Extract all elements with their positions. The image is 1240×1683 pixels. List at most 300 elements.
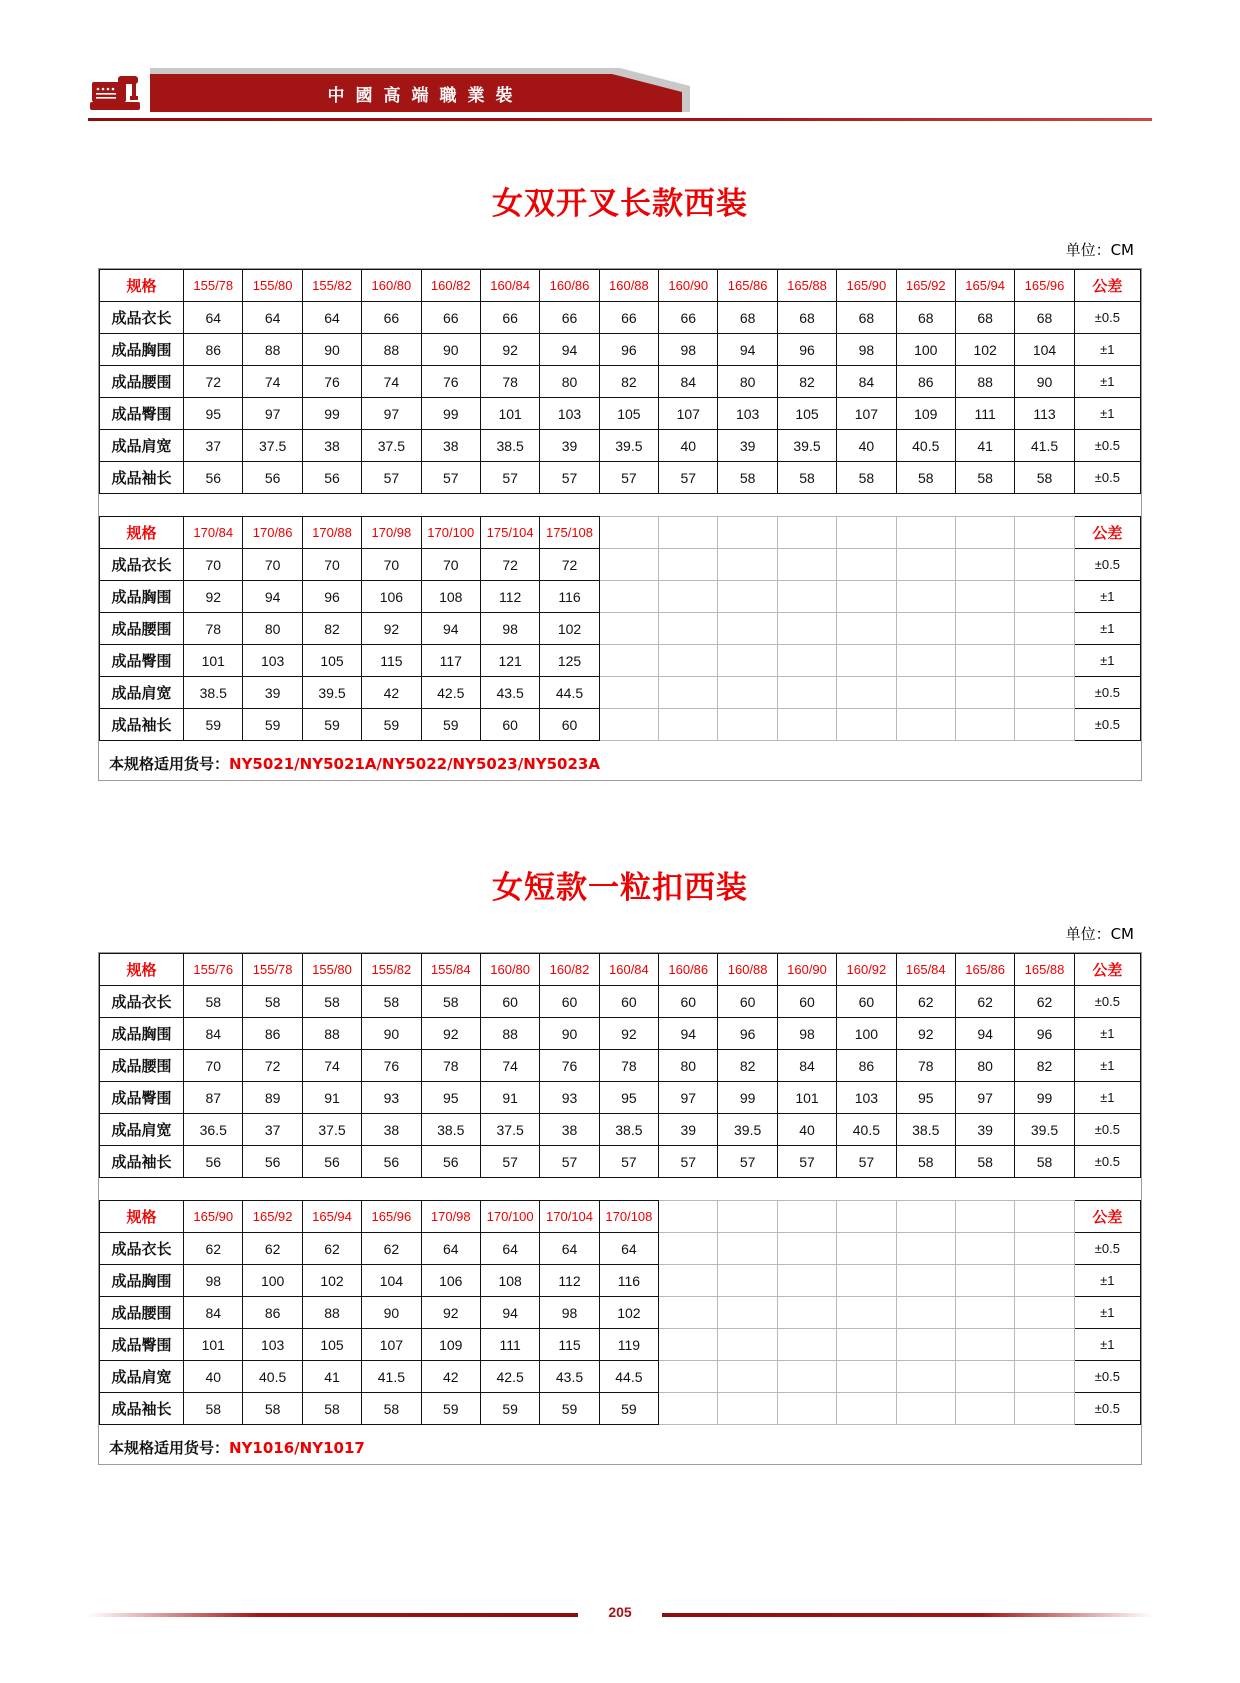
- measurement-cell: 94: [243, 581, 302, 613]
- measurement-cell: [599, 581, 658, 613]
- measurement-cell: 39: [540, 430, 599, 462]
- table-row: [100, 430, 1141, 462]
- measurement-cell: 92: [421, 1018, 480, 1050]
- header-size-cell: 155/80: [302, 954, 361, 986]
- measurement-cell: 64: [421, 1233, 480, 1265]
- measurement-cell: 58: [896, 462, 955, 494]
- measurement-cell: 98: [659, 334, 718, 366]
- measurement-cell: 102: [540, 613, 599, 645]
- measurement-cell: 80: [659, 1050, 718, 1082]
- measurement-cell: 56: [184, 1146, 243, 1178]
- measurement-cell: [1015, 1361, 1074, 1393]
- brand-text: 中國高端職業裝: [327, 85, 524, 106]
- measurement-cell: [955, 1265, 1014, 1297]
- header-spec-label: 规格: [100, 954, 184, 986]
- measurement-cell: [718, 645, 777, 677]
- footer-rule-right: [662, 1613, 1152, 1617]
- header-size-cell: 165/88: [777, 270, 836, 302]
- measurement-cell: 92: [480, 334, 539, 366]
- measurement-cell: 101: [184, 1329, 243, 1361]
- measurement-cell: [777, 581, 836, 613]
- section-title: 女双开叉长款西装: [492, 186, 748, 222]
- measurement-cell: 89: [243, 1082, 302, 1114]
- measurement-cell: [777, 1329, 836, 1361]
- measurement-cell: 59: [302, 709, 361, 741]
- measurement-cell: [718, 1361, 777, 1393]
- table-row: [100, 366, 1141, 398]
- measurement-cell: 107: [837, 398, 896, 430]
- size-table-2b: [99, 1200, 1141, 1425]
- measurement-cell: 76: [421, 366, 480, 398]
- measurement-cell: 56: [243, 1146, 302, 1178]
- measurement-cell: 41.5: [362, 1361, 421, 1393]
- measurement-cell: 59: [599, 1393, 658, 1425]
- measurement-cell: 58: [955, 1146, 1014, 1178]
- measurement-cell: 116: [599, 1265, 658, 1297]
- measurement-cell: 39: [718, 430, 777, 462]
- header-size-cell: 175/108: [540, 517, 599, 549]
- size-table-box: [98, 268, 1142, 781]
- measurement-cell: 37.5: [243, 430, 302, 462]
- table-row: [100, 581, 1141, 613]
- header-size-cell: [896, 517, 955, 549]
- measurement-cell: 74: [480, 1050, 539, 1082]
- row-label: 成品衣长: [100, 302, 184, 334]
- measurement-cell: 70: [362, 549, 421, 581]
- measurement-cell: 57: [480, 462, 539, 494]
- measurement-cell: [718, 1329, 777, 1361]
- measurement-cell: 39: [659, 1114, 718, 1146]
- measurement-cell: 57: [718, 1146, 777, 1178]
- measurement-cell: 84: [837, 366, 896, 398]
- measurement-cell: 42: [421, 1361, 480, 1393]
- measurement-cell: [896, 677, 955, 709]
- row-label: 成品袖长: [100, 1146, 184, 1178]
- applicable-model-note: [99, 741, 1141, 780]
- measurement-cell: 121: [480, 645, 539, 677]
- measurement-cell: 66: [480, 302, 539, 334]
- measurement-cell: 44.5: [540, 677, 599, 709]
- measurement-cell: 78: [896, 1050, 955, 1082]
- table-row: [100, 549, 1141, 581]
- measurement-cell: [837, 1265, 896, 1297]
- measurement-cell: [1015, 709, 1074, 741]
- measurement-cell: 97: [955, 1082, 1014, 1114]
- measurement-cell: 99: [1015, 1082, 1074, 1114]
- tolerance-cell: ±1: [1074, 334, 1140, 366]
- measurement-cell: 57: [777, 1146, 836, 1178]
- measurement-cell: 37.5: [480, 1114, 539, 1146]
- measurement-cell: 37: [184, 430, 243, 462]
- measurement-cell: [955, 709, 1014, 741]
- measurement-cell: 39.5: [302, 677, 361, 709]
- measurement-cell: 68: [955, 302, 1014, 334]
- measurement-cell: 74: [243, 366, 302, 398]
- header-size-cell: 165/90: [184, 1201, 243, 1233]
- measurement-cell: [718, 709, 777, 741]
- tolerance-cell: ±1: [1074, 1297, 1140, 1329]
- measurement-cell: [659, 613, 718, 645]
- header-size-cell: [955, 1201, 1014, 1233]
- footer-rule-left: [88, 1613, 578, 1617]
- row-label: 成品腰围: [100, 366, 184, 398]
- measurement-cell: 86: [184, 334, 243, 366]
- measurement-cell: [659, 549, 718, 581]
- measurement-cell: 88: [302, 1018, 361, 1050]
- measurement-cell: 41.5: [1015, 430, 1074, 462]
- measurement-cell: [599, 677, 658, 709]
- table-row: [100, 677, 1141, 709]
- measurement-cell: [777, 1393, 836, 1425]
- measurement-cell: [837, 677, 896, 709]
- measurement-cell: 62: [362, 1233, 421, 1265]
- header-size-cell: 160/80: [480, 954, 539, 986]
- header-size-cell: 170/100: [421, 517, 480, 549]
- measurement-cell: 66: [599, 302, 658, 334]
- measurement-cell: 84: [184, 1297, 243, 1329]
- measurement-cell: 99: [718, 1082, 777, 1114]
- measurement-cell: 105: [777, 398, 836, 430]
- tolerance-cell: ±0.5: [1074, 430, 1140, 462]
- measurement-cell: 95: [599, 1082, 658, 1114]
- measurement-cell: 58: [1015, 462, 1074, 494]
- measurement-cell: 98: [777, 1018, 836, 1050]
- table-spacer: [99, 494, 1141, 516]
- measurement-cell: 91: [302, 1082, 361, 1114]
- measurement-cell: 57: [421, 462, 480, 494]
- measurement-cell: 60: [540, 709, 599, 741]
- measurement-cell: 111: [955, 398, 1014, 430]
- measurement-cell: 58: [837, 462, 896, 494]
- measurement-cell: 112: [480, 581, 539, 613]
- measurement-cell: 58: [896, 1146, 955, 1178]
- section-women-long-double-vent-suit: [0, 178, 1240, 781]
- measurement-cell: 82: [1015, 1050, 1074, 1082]
- tolerance-cell: ±1: [1074, 1018, 1140, 1050]
- measurement-cell: 88: [480, 1018, 539, 1050]
- measurement-cell: 84: [777, 1050, 836, 1082]
- measurement-cell: 104: [1015, 334, 1074, 366]
- header-size-cell: [837, 517, 896, 549]
- measurement-cell: 90: [362, 1018, 421, 1050]
- tolerance-cell: ±0.5: [1074, 1393, 1140, 1425]
- measurement-cell: 59: [480, 1393, 539, 1425]
- measurement-cell: 92: [362, 613, 421, 645]
- row-label: 成品腰围: [100, 1297, 184, 1329]
- header-size-cell: 165/86: [955, 954, 1014, 986]
- header-size-cell: 170/98: [362, 517, 421, 549]
- page-footer: [88, 1604, 1152, 1623]
- measurement-cell: 58: [718, 462, 777, 494]
- tolerance-cell: ±0.5: [1074, 1233, 1140, 1265]
- header-size-cell: 155/76: [184, 954, 243, 986]
- page-number: 205: [600, 1604, 639, 1620]
- measurement-cell: [837, 1233, 896, 1265]
- tolerance-cell: ±0.5: [1074, 677, 1140, 709]
- measurement-cell: 101: [480, 398, 539, 430]
- measurement-cell: [896, 1233, 955, 1265]
- tolerance-cell: ±1: [1074, 1265, 1140, 1297]
- table-row: [100, 462, 1141, 494]
- measurement-cell: 59: [421, 709, 480, 741]
- measurement-cell: 109: [421, 1329, 480, 1361]
- measurement-cell: 39.5: [1015, 1114, 1074, 1146]
- measurement-cell: [718, 1393, 777, 1425]
- table-row: [100, 1265, 1141, 1297]
- brand-banner: [150, 68, 690, 112]
- measurement-cell: [955, 1329, 1014, 1361]
- header-size-cell: 160/84: [480, 270, 539, 302]
- measurement-cell: 86: [837, 1050, 896, 1082]
- measurement-cell: 80: [718, 366, 777, 398]
- measurement-cell: 41: [955, 430, 1014, 462]
- measurement-cell: 39: [955, 1114, 1014, 1146]
- measurement-cell: 116: [540, 581, 599, 613]
- measurement-cell: 102: [599, 1297, 658, 1329]
- measurement-cell: 97: [243, 398, 302, 430]
- header-size-cell: 155/80: [243, 270, 302, 302]
- measurement-cell: 60: [480, 986, 539, 1018]
- measurement-cell: 58: [362, 1393, 421, 1425]
- measurement-cell: 37: [243, 1114, 302, 1146]
- measurement-cell: 57: [540, 462, 599, 494]
- size-table-1a: [99, 269, 1141, 494]
- measurement-cell: 82: [777, 366, 836, 398]
- measurement-cell: 115: [362, 645, 421, 677]
- header-size-cell: [896, 1201, 955, 1233]
- measurement-cell: [1015, 677, 1074, 709]
- measurement-cell: 80: [955, 1050, 1014, 1082]
- measurement-cell: 57: [837, 1146, 896, 1178]
- measurement-cell: 111: [480, 1329, 539, 1361]
- measurement-cell: 41: [302, 1361, 361, 1393]
- measurement-cell: 66: [659, 302, 718, 334]
- header-size-cell: [777, 1201, 836, 1233]
- measurement-cell: [955, 581, 1014, 613]
- table-row: [100, 613, 1141, 645]
- measurement-cell: 70: [421, 549, 480, 581]
- row-label: 成品胸围: [100, 581, 184, 613]
- measurement-cell: 92: [421, 1297, 480, 1329]
- header-size-cell: [837, 1201, 896, 1233]
- header-size-cell: 165/96: [1015, 270, 1074, 302]
- header-tolerance-label: 公差: [1074, 270, 1140, 302]
- measurement-cell: 76: [362, 1050, 421, 1082]
- header-size-cell: 170/98: [421, 1201, 480, 1233]
- table-header-row: [100, 270, 1141, 302]
- measurement-cell: 38: [421, 430, 480, 462]
- measurement-cell: 60: [837, 986, 896, 1018]
- tolerance-cell: ±1: [1074, 398, 1140, 430]
- measurement-cell: 57: [362, 462, 421, 494]
- measurement-cell: 105: [302, 1329, 361, 1361]
- measurement-cell: [955, 1361, 1014, 1393]
- measurement-cell: 38: [540, 1114, 599, 1146]
- measurement-cell: 99: [302, 398, 361, 430]
- measurement-cell: 42: [362, 677, 421, 709]
- measurement-cell: 95: [421, 1082, 480, 1114]
- measurement-cell: [777, 549, 836, 581]
- measurement-cell: 58: [777, 462, 836, 494]
- table-header-row: [100, 517, 1141, 549]
- measurement-cell: 72: [184, 366, 243, 398]
- measurement-cell: [599, 613, 658, 645]
- measurement-cell: 59: [243, 709, 302, 741]
- measurement-cell: 100: [243, 1265, 302, 1297]
- measurement-cell: 74: [362, 366, 421, 398]
- measurement-cell: 57: [659, 462, 718, 494]
- measurement-cell: 94: [659, 1018, 718, 1050]
- measurement-cell: 60: [480, 709, 539, 741]
- tolerance-cell: ±1: [1074, 613, 1140, 645]
- measurement-cell: 98: [184, 1265, 243, 1297]
- unit-label: 单位：CM: [1065, 241, 1134, 259]
- measurement-cell: 105: [302, 645, 361, 677]
- row-label: 成品肩宽: [100, 430, 184, 462]
- measurement-cell: 64: [184, 302, 243, 334]
- measurement-cell: 100: [837, 1018, 896, 1050]
- row-label: 成品肩宽: [100, 677, 184, 709]
- measurement-cell: 38: [362, 1114, 421, 1146]
- row-label: 成品袖长: [100, 709, 184, 741]
- measurement-cell: 82: [599, 366, 658, 398]
- tolerance-cell: ±1: [1074, 1050, 1140, 1082]
- measurement-cell: 66: [362, 302, 421, 334]
- measurement-cell: 68: [837, 302, 896, 334]
- measurement-cell: [718, 677, 777, 709]
- measurement-cell: 70: [184, 549, 243, 581]
- note-prefix: 本规格适用货号：: [109, 1439, 230, 1457]
- measurement-cell: [955, 1233, 1014, 1265]
- row-label: 成品胸围: [100, 1018, 184, 1050]
- measurement-cell: 62: [302, 1233, 361, 1265]
- section-title: 女短款一粒扣西装: [492, 870, 748, 906]
- row-label: 成品臀围: [100, 1082, 184, 1114]
- measurement-cell: 56: [362, 1146, 421, 1178]
- tolerance-cell: ±0.5: [1074, 709, 1140, 741]
- header-spec-label: 规格: [100, 270, 184, 302]
- measurement-cell: 125: [540, 645, 599, 677]
- measurement-cell: 64: [599, 1233, 658, 1265]
- row-label: 成品臀围: [100, 1329, 184, 1361]
- row-label: 成品衣长: [100, 986, 184, 1018]
- measurement-cell: [837, 613, 896, 645]
- measurement-cell: [659, 581, 718, 613]
- measurement-cell: 60: [659, 986, 718, 1018]
- measurement-cell: 119: [599, 1329, 658, 1361]
- measurement-cell: 84: [184, 1018, 243, 1050]
- header-size-cell: 155/78: [243, 954, 302, 986]
- measurement-cell: [1015, 549, 1074, 581]
- measurement-cell: 39.5: [599, 430, 658, 462]
- measurement-cell: 68: [777, 302, 836, 334]
- measurement-cell: 70: [302, 549, 361, 581]
- measurement-cell: 58: [184, 1393, 243, 1425]
- header-size-cell: [659, 517, 718, 549]
- measurement-cell: 106: [362, 581, 421, 613]
- table-row: [100, 1018, 1141, 1050]
- measurement-cell: 101: [777, 1082, 836, 1114]
- measurement-cell: [659, 709, 718, 741]
- measurement-cell: [955, 1297, 1014, 1329]
- header-size-cell: 155/82: [362, 954, 421, 986]
- measurement-cell: 59: [421, 1393, 480, 1425]
- measurement-cell: 56: [421, 1146, 480, 1178]
- size-table-1b: [99, 516, 1141, 741]
- table-row: [100, 1050, 1141, 1082]
- table-row: [100, 1114, 1141, 1146]
- table-row: [100, 302, 1141, 334]
- measurement-cell: 58: [184, 986, 243, 1018]
- header-size-cell: 160/82: [421, 270, 480, 302]
- measurement-cell: [955, 613, 1014, 645]
- tolerance-cell: ±0.5: [1074, 462, 1140, 494]
- measurement-cell: 91: [480, 1082, 539, 1114]
- measurement-cell: 96: [599, 334, 658, 366]
- row-label: 成品腰围: [100, 613, 184, 645]
- measurement-cell: 66: [421, 302, 480, 334]
- measurement-cell: [896, 1393, 955, 1425]
- measurement-cell: 94: [718, 334, 777, 366]
- header-size-cell: 160/84: [599, 954, 658, 986]
- tolerance-cell: ±1: [1074, 645, 1140, 677]
- header-size-cell: 155/82: [302, 270, 361, 302]
- measurement-cell: 95: [896, 1082, 955, 1114]
- measurement-cell: 59: [184, 709, 243, 741]
- measurement-cell: 58: [302, 986, 361, 1018]
- measurement-cell: 82: [302, 613, 361, 645]
- header-size-cell: 160/88: [718, 954, 777, 986]
- note-prefix: 本规格适用货号：: [109, 755, 230, 773]
- measurement-cell: 87: [184, 1082, 243, 1114]
- measurement-cell: 78: [480, 366, 539, 398]
- measurement-cell: 62: [1015, 986, 1074, 1018]
- measurement-cell: 90: [302, 334, 361, 366]
- page-header: [0, 68, 1240, 120]
- row-label: 成品臀围: [100, 645, 184, 677]
- measurement-cell: [659, 645, 718, 677]
- measurement-cell: 62: [896, 986, 955, 1018]
- measurement-cell: 88: [243, 334, 302, 366]
- measurement-cell: 84: [659, 366, 718, 398]
- measurement-cell: [896, 549, 955, 581]
- measurement-cell: 70: [184, 1050, 243, 1082]
- tolerance-cell: ±0.5: [1074, 986, 1140, 1018]
- measurement-cell: 103: [243, 1329, 302, 1361]
- measurement-cell: 98: [480, 613, 539, 645]
- measurement-cell: 86: [896, 366, 955, 398]
- measurement-cell: 97: [659, 1082, 718, 1114]
- tolerance-cell: ±1: [1074, 581, 1140, 613]
- tolerance-cell: ±0.5: [1074, 549, 1140, 581]
- measurement-cell: [955, 549, 1014, 581]
- measurement-cell: 88: [362, 334, 421, 366]
- tolerance-cell: ±0.5: [1074, 302, 1140, 334]
- row-label: 成品臀围: [100, 398, 184, 430]
- measurement-cell: 109: [896, 398, 955, 430]
- row-label: 成品肩宽: [100, 1361, 184, 1393]
- measurement-cell: [896, 1329, 955, 1361]
- header-size-cell: 165/92: [243, 1201, 302, 1233]
- header-size-cell: 160/90: [659, 270, 718, 302]
- measurement-cell: [896, 1361, 955, 1393]
- measurement-cell: 103: [243, 645, 302, 677]
- header-size-cell: 170/108: [599, 1201, 658, 1233]
- measurement-cell: 93: [540, 1082, 599, 1114]
- measurement-cell: 94: [480, 1297, 539, 1329]
- measurement-cell: [599, 549, 658, 581]
- header-size-cell: [955, 517, 1014, 549]
